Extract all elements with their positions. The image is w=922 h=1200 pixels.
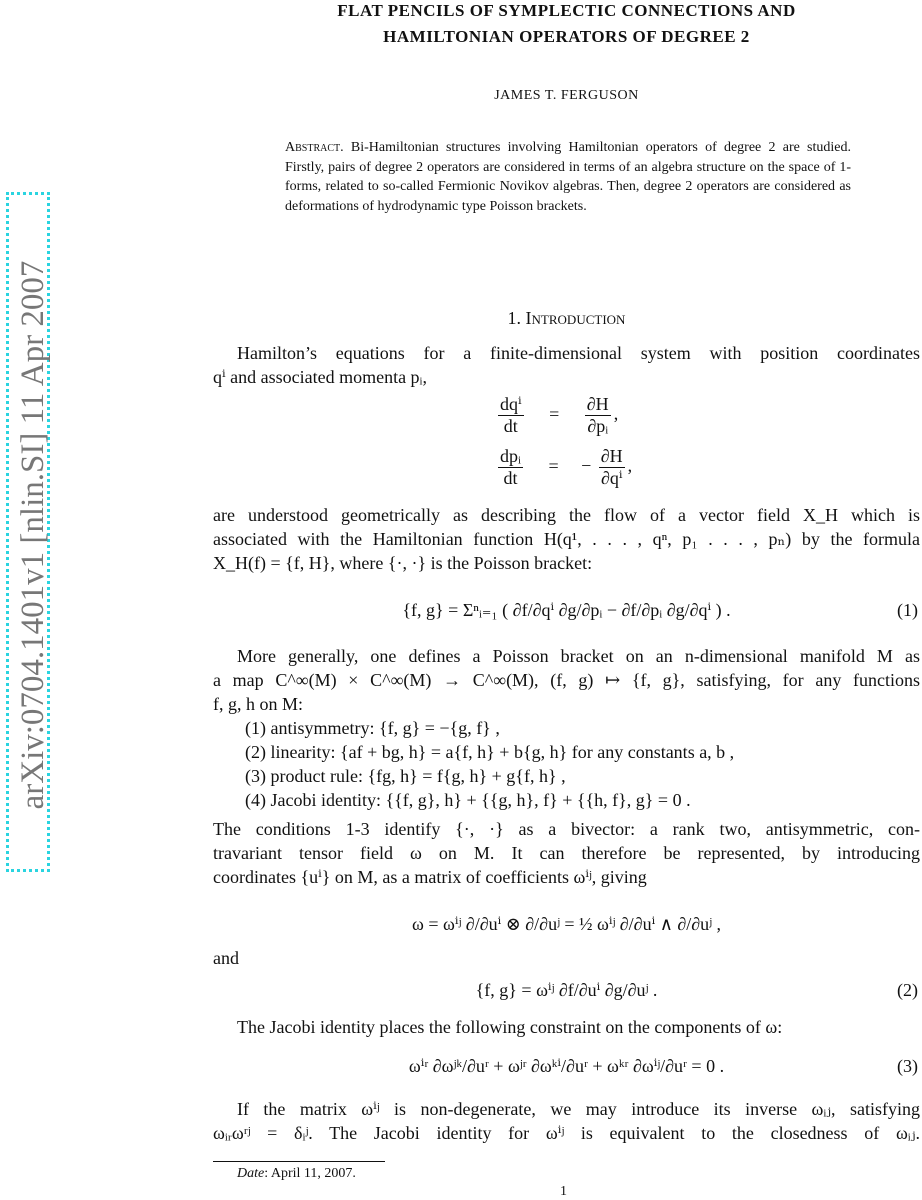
equation-2 bbox=[213, 978, 920, 1002]
paragraph-line: f, g, h on M: bbox=[213, 694, 303, 714]
arxiv-stamp bbox=[6, 192, 50, 872]
equation-text: {f, g} = Σⁿᵢ₌₁ ( ∂f/∂qⁱ ∂g/∂pᵢ − ∂f/∂pᵢ ∂g/∂qⁱ ) . bbox=[402, 600, 731, 620]
paragraph-line: coordinates {uⁱ} on M, as a matrix of coefficients ωⁱʲ, giving bbox=[213, 867, 647, 887]
equation-number: (3) bbox=[897, 1056, 918, 1076]
paragraph-line: Hamilton’s equations for a finite-dimensional system with position coordinates bbox=[237, 343, 920, 363]
paragraph-line: a map C^∞(M) × C^∞(M) → C^∞(M), (f, g) ↦ {f, g}, satisfying, for any functions bbox=[213, 670, 920, 690]
punct: , bbox=[613, 403, 619, 424]
equation-number: (2) bbox=[897, 980, 918, 1000]
arxiv-identifier: arXiv:0704.1401v1 [nlin.SI] 11 Apr 2007 bbox=[15, 260, 51, 810]
numerator: ∂H bbox=[586, 394, 609, 414]
section-heading bbox=[213, 306, 920, 330]
author: JAMES T. FERGUSON bbox=[494, 88, 639, 103]
numerator: dqⁱ bbox=[500, 394, 522, 414]
abstract bbox=[285, 138, 851, 216]
numerator: ∂H bbox=[600, 446, 623, 466]
title-line: HAMILTONIAN OPERATORS OF DEGREE 2 bbox=[383, 27, 750, 46]
title-line: FLAT PENCILS OF SYMPLECTIC CONNECTIONS AND bbox=[337, 1, 796, 20]
footnote-label: Date bbox=[237, 1166, 265, 1181]
denominator: dt bbox=[503, 416, 518, 436]
paragraph-line: are understood geometrically as describing the flow of a vector field X_H which is bbox=[213, 505, 920, 525]
paper-title bbox=[213, 0, 920, 50]
equation-3 bbox=[213, 1054, 920, 1078]
connector-text: and bbox=[213, 948, 239, 968]
paragraph-line: More generally, one defines a Poisson bracket on an n-dimensional manifold M as bbox=[237, 646, 920, 666]
footnote bbox=[237, 1166, 356, 1182]
paragraph-line: qⁱ and associated momenta pᵢ, bbox=[213, 367, 428, 387]
abstract-label: Abstract. bbox=[285, 140, 344, 155]
list-item: (1) antisymmetry: {f, g} = −{g, f} , bbox=[245, 718, 500, 738]
footnote-rule bbox=[213, 1161, 385, 1162]
denominator: ∂pᵢ bbox=[587, 416, 609, 436]
denominator: ∂qⁱ bbox=[600, 468, 623, 488]
section-title: 1. Introduction bbox=[507, 308, 626, 328]
equation-1 bbox=[213, 598, 920, 622]
paragraph-line: ωᵢᵣωʳʲ = δᵢʲ. The Jacobi identity for ωⁱʲ is equivalent to the closedness of ωᵢⱼ. bbox=[213, 1123, 920, 1143]
omega-equation: ω = ωⁱʲ ∂/∂uⁱ ⊗ ∂/∂uʲ = ½ ωⁱʲ ∂/∂uⁱ ∧ ∂/∂uʲ , bbox=[412, 914, 721, 934]
list-item: (3) product rule: {fg, h} = f{g, h} + g{f, h} , bbox=[245, 766, 566, 786]
paragraph-line: If the matrix ωⁱʲ is non-degenerate, we may introduce its inverse ωᵢⱼ, satisfying bbox=[237, 1099, 920, 1119]
abstract-text: Bi-Hamiltonian structures involving Hamiltonian operators of degree 2 are studied. Firstly, pairs of degree 2 operators are considered in terms of an algebra structure on the space of 1-forms, related to so-called Fermionic Novikov algebras. Then, degree 2 operators are considered as deformations of hydrodynamic type Poisson brackets. bbox=[285, 140, 852, 214]
page-number: 1 bbox=[560, 1184, 567, 1199]
equation-text: ωⁱʳ ∂ωʲᵏ/∂uʳ + ωʲʳ ∂ωᵏⁱ/∂uʳ + ωᵏʳ ∂ωⁱʲ/∂uʳ = 0 . bbox=[408, 1056, 725, 1076]
paragraph-line: X_H(f) = {f, H}, where {·, ·} is the Poisson bracket: bbox=[213, 553, 593, 573]
paragraph-line: The Jacobi identity places the following constraint on the components of ω: bbox=[237, 1017, 783, 1037]
operator: = bbox=[549, 403, 560, 424]
hamilton-equation-1 bbox=[495, 394, 618, 437]
sign: − bbox=[581, 455, 592, 476]
operator: = bbox=[548, 455, 559, 476]
list-item: (4) Jacobi identity: {{f, g}, h} + {{g, h}, f} + {{h, f}, g} = 0 . bbox=[245, 790, 691, 810]
paragraph-line: associated with the Hamiltonian function H(q¹, . . . , qⁿ, p₁ . . . , pₙ) by the formula bbox=[213, 529, 920, 549]
punct: , bbox=[627, 455, 633, 476]
numerator: dpᵢ bbox=[500, 446, 521, 466]
footnote-text: : April 11, 2007. bbox=[264, 1166, 356, 1181]
hamilton-equation-2 bbox=[495, 446, 632, 489]
denominator: dt bbox=[503, 468, 518, 488]
equation-text: {f, g} = ωⁱʲ ∂f/∂uⁱ ∂g/∂uʲ . bbox=[475, 980, 658, 1000]
equation-number: (1) bbox=[897, 600, 918, 620]
paragraph-line: travariant tensor field ω on M. It can therefore be represented, by introducing bbox=[213, 843, 920, 863]
list-item: (2) linearity: {af + bg, h} = a{f, h} + b{g, h} for any constants a, b , bbox=[245, 742, 735, 762]
paragraph-line: The conditions 1-3 identify {·, ·} as a bivector: a rank two, antisymmetric, con- bbox=[213, 819, 920, 839]
